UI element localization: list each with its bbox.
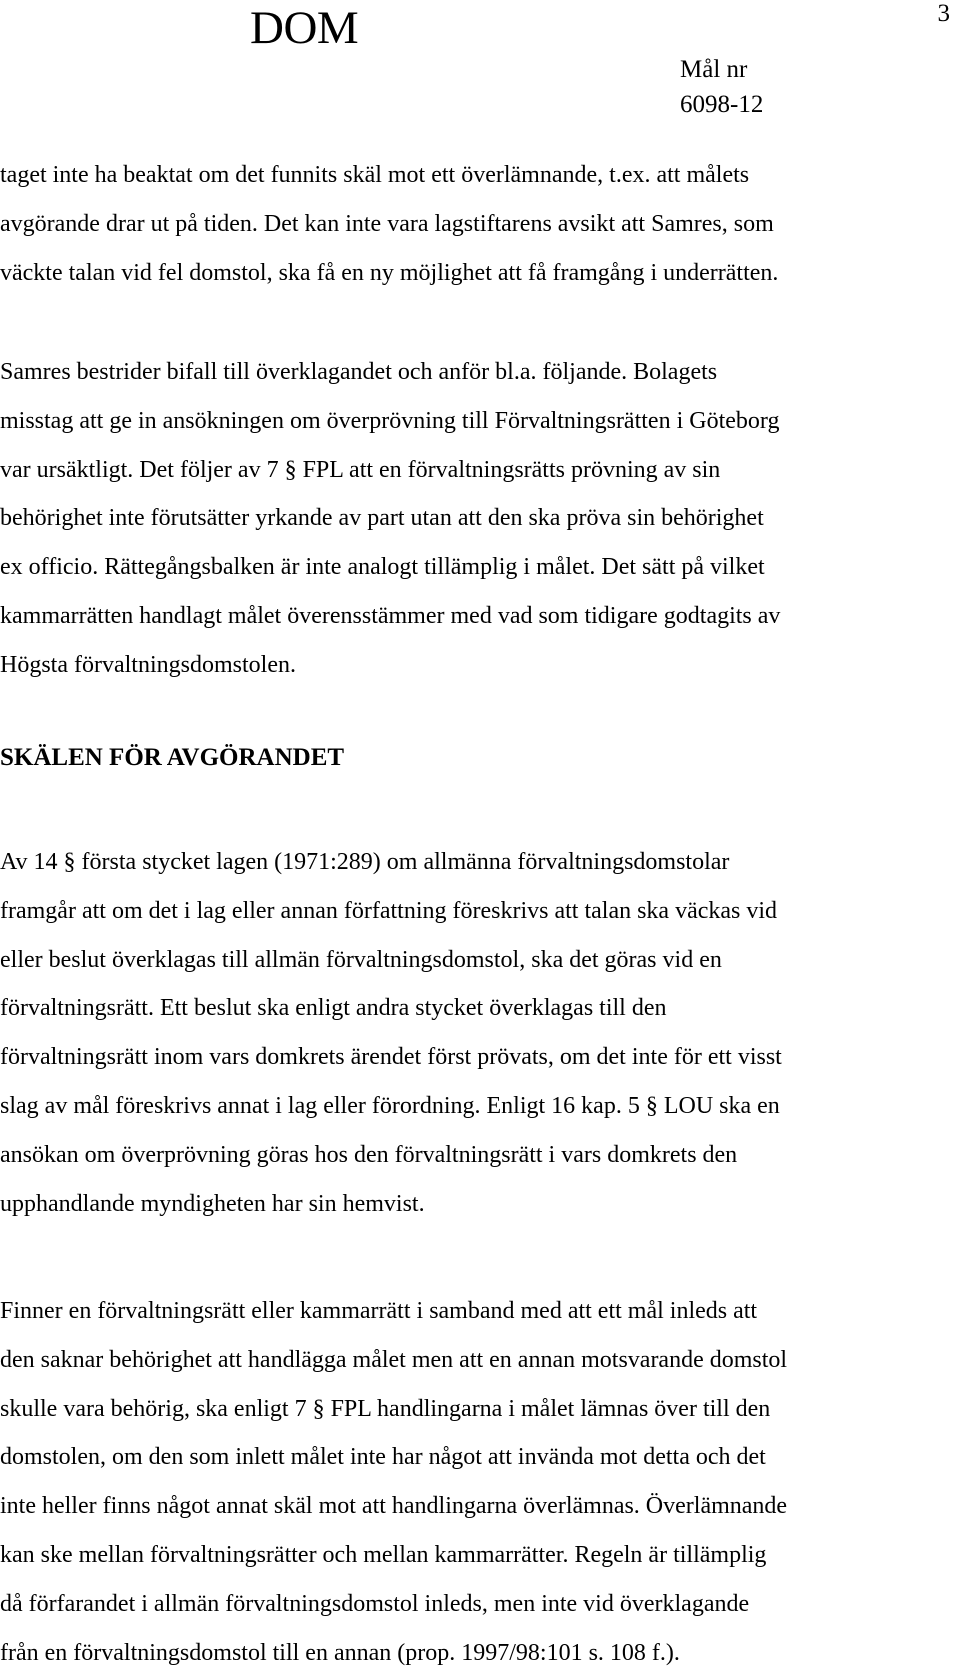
case-number: 6098-12: [680, 91, 764, 118]
paragraph-samres-arguments: Samres bestrider bifall till överklagandet och anför bl.a. följande. Bolagets misstag att ge in ansökningen om överprövning till Förvaltningsrätten i Göteborg var ursäktligt. Det följer av 7 § FPL att en förvaltningsrätts prövning av sin behörighet inte förutsätter yrkande av part utan att den ska pröva sin behörighet ex officio. Rättegångsbalken är inte analogt tillämplig i målet. Det sätt på vilket kammarrätten handlagt målet överensstämmer med vad som tidigare godtagits av Högsta förvaltningsdomstolen.: [0, 359, 781, 678]
section-heading: SKÄLEN FÖR AVGÖRANDET: [0, 744, 345, 771]
document-title: DOM: [250, 2, 359, 54]
case-number-label: Mål nr: [680, 56, 748, 83]
paragraph-continued: taget inte ha beaktat om det funnits skäl mot ett överlämnande, t.ex. att målets avgörande drar ut på tiden. Det kan inte vara lagstiftarens avsikt att Samres, som väckte talan vid fel domstol, ska få en ny möjlighet att få framgång i underrätten.: [0, 162, 779, 286]
page-number: 3: [937, 0, 950, 27]
paragraph-legal-basis: Av 14 § första stycket lagen (1971:289) om allmänna förvaltningsdomstolar framgår att om det i lag eller annan författning föreskrivs att talan ska väckas vid eller beslut överklagas till allmän förvaltningsdomstol, ska det göras vid en förvaltningsrätt. Ett beslut ska enligt andra stycket överklagas till den förvaltningsrätt inom vars domkrets ärendet först prövats, om det inte för ett visst slag av mål föreskrivs annat i lag eller förordning. Enligt 16 kap. 5 § LOU ska en ansökan om överprövning göras hos den förvaltningsrätt i vars domkrets den upphandlande myndigheten har sin hemvist.: [0, 849, 782, 1217]
paragraph-transfer-rules: Finner en förvaltningsrätt eller kammarrätt i samband med att ett mål inleds att den saknar behörighet att handlägga målet men att en annan motsvarande domstol skulle vara behörig, ska enligt 7 § FPL handlingarna i målet lämnas över till den domstolen, om den som inlett målet inte har något att invända mot detta och det inte heller finns något annat skäl mot att handlingarna överlämnas. Överlämnande kan ske mellan förvaltningsrätter och mellan kammarrätter. Regeln är tillämplig då förfarandet i allmän förvaltningsdomstol inleds, men inte vid överklagande från en förvaltningsdomstol till en annan (prop. 1997/98:101 s. 108 f.).: [0, 1298, 788, 1666]
